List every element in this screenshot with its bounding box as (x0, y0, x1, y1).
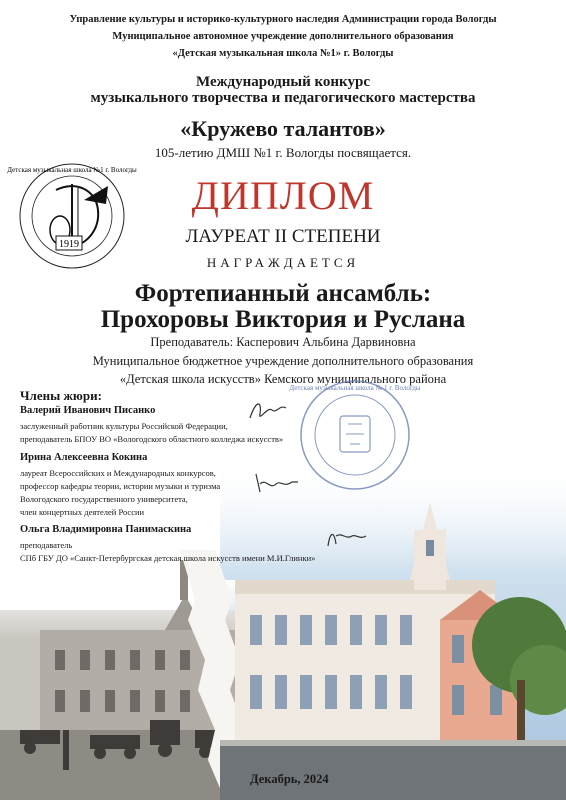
diploma-word: ДИПЛОМ (191, 173, 375, 218)
jury-title: Члены жюри: (20, 388, 102, 403)
signature-3 (322, 526, 368, 550)
institution-line-1: Муниципальное бюджетное учреждение дополнительного образования (92, 354, 474, 368)
jury-member-desc: Вологодского государственного университета, (20, 494, 188, 504)
jury-member-desc: преподаватель (20, 540, 73, 550)
jury-member-name: Ирина Алексеевна Кокина (20, 452, 148, 463)
jury-member-desc: СПб ГБУ ДО «Санкт-Петербургская детская школа искусств имени М.И.Глинки» (20, 553, 316, 563)
recipient-line-2: Прохоровы Виктория и Руслана (100, 306, 466, 333)
competition-dedication: 105-летию ДМШ №1 г. Вологды посвящается. (154, 145, 412, 160)
jury-member-desc: преподаватель БПОУ ВО «Вологодского областного колледжа искусств» (20, 434, 284, 444)
jury-member-desc: профессор кафедры теории, истории музыки и туризма (20, 481, 221, 491)
header-line-3: «Детская музыкальная школа №1» г. Вологды (172, 48, 394, 59)
jury-member-name: Ольга Владимировна Панимаскина (20, 524, 192, 535)
official-stamp (289, 378, 421, 492)
diploma-date: Декабрь, 2024 (250, 772, 329, 786)
awarded-label: НАГРАЖДАЕТСЯ (206, 255, 360, 270)
jury-member-desc: лауреат Всероссийских и Международных конкурсов, (20, 468, 216, 478)
header-line-2: Муниципальное автономное учреждение дополнительного образования (112, 31, 454, 42)
competition-line-2: музыкального творчества и педагогического мастерства (90, 90, 476, 106)
laureate-degree: ЛАУРЕАТ II СТЕПЕНИ (185, 226, 381, 247)
jury-member-desc: заслуженный работник культуры Российской Федерации, (20, 421, 228, 431)
signature-1 (246, 396, 290, 426)
logo-year: 1919 (59, 239, 79, 250)
institution-line-2: «Детская школа искусств» Кемского муниципального района (119, 372, 447, 386)
stamp-ring-text: Детская музыкальная школа № 1 г. Вологды (289, 384, 421, 392)
header-line-1: Управление культуры и историко-культурного наследия Администрации города Вологды (69, 14, 497, 25)
jury-member-desc: член концертных деятелей России (20, 507, 145, 517)
competition-line-1: Международный конкурс (196, 74, 370, 90)
logo-ring-text: Детская музыкальная школа №1 г. Вологды (7, 166, 137, 174)
jury-member-name: Валерий Иванович Писанко (20, 405, 156, 416)
recipient-line-1: Фортепианный ансамбль: (134, 280, 432, 307)
competition-title: «Кружево талантов» (180, 116, 386, 141)
teacher-line: Преподаватель: Касперович Альбина Дарвиновна (150, 335, 416, 349)
signature-2 (252, 470, 302, 496)
